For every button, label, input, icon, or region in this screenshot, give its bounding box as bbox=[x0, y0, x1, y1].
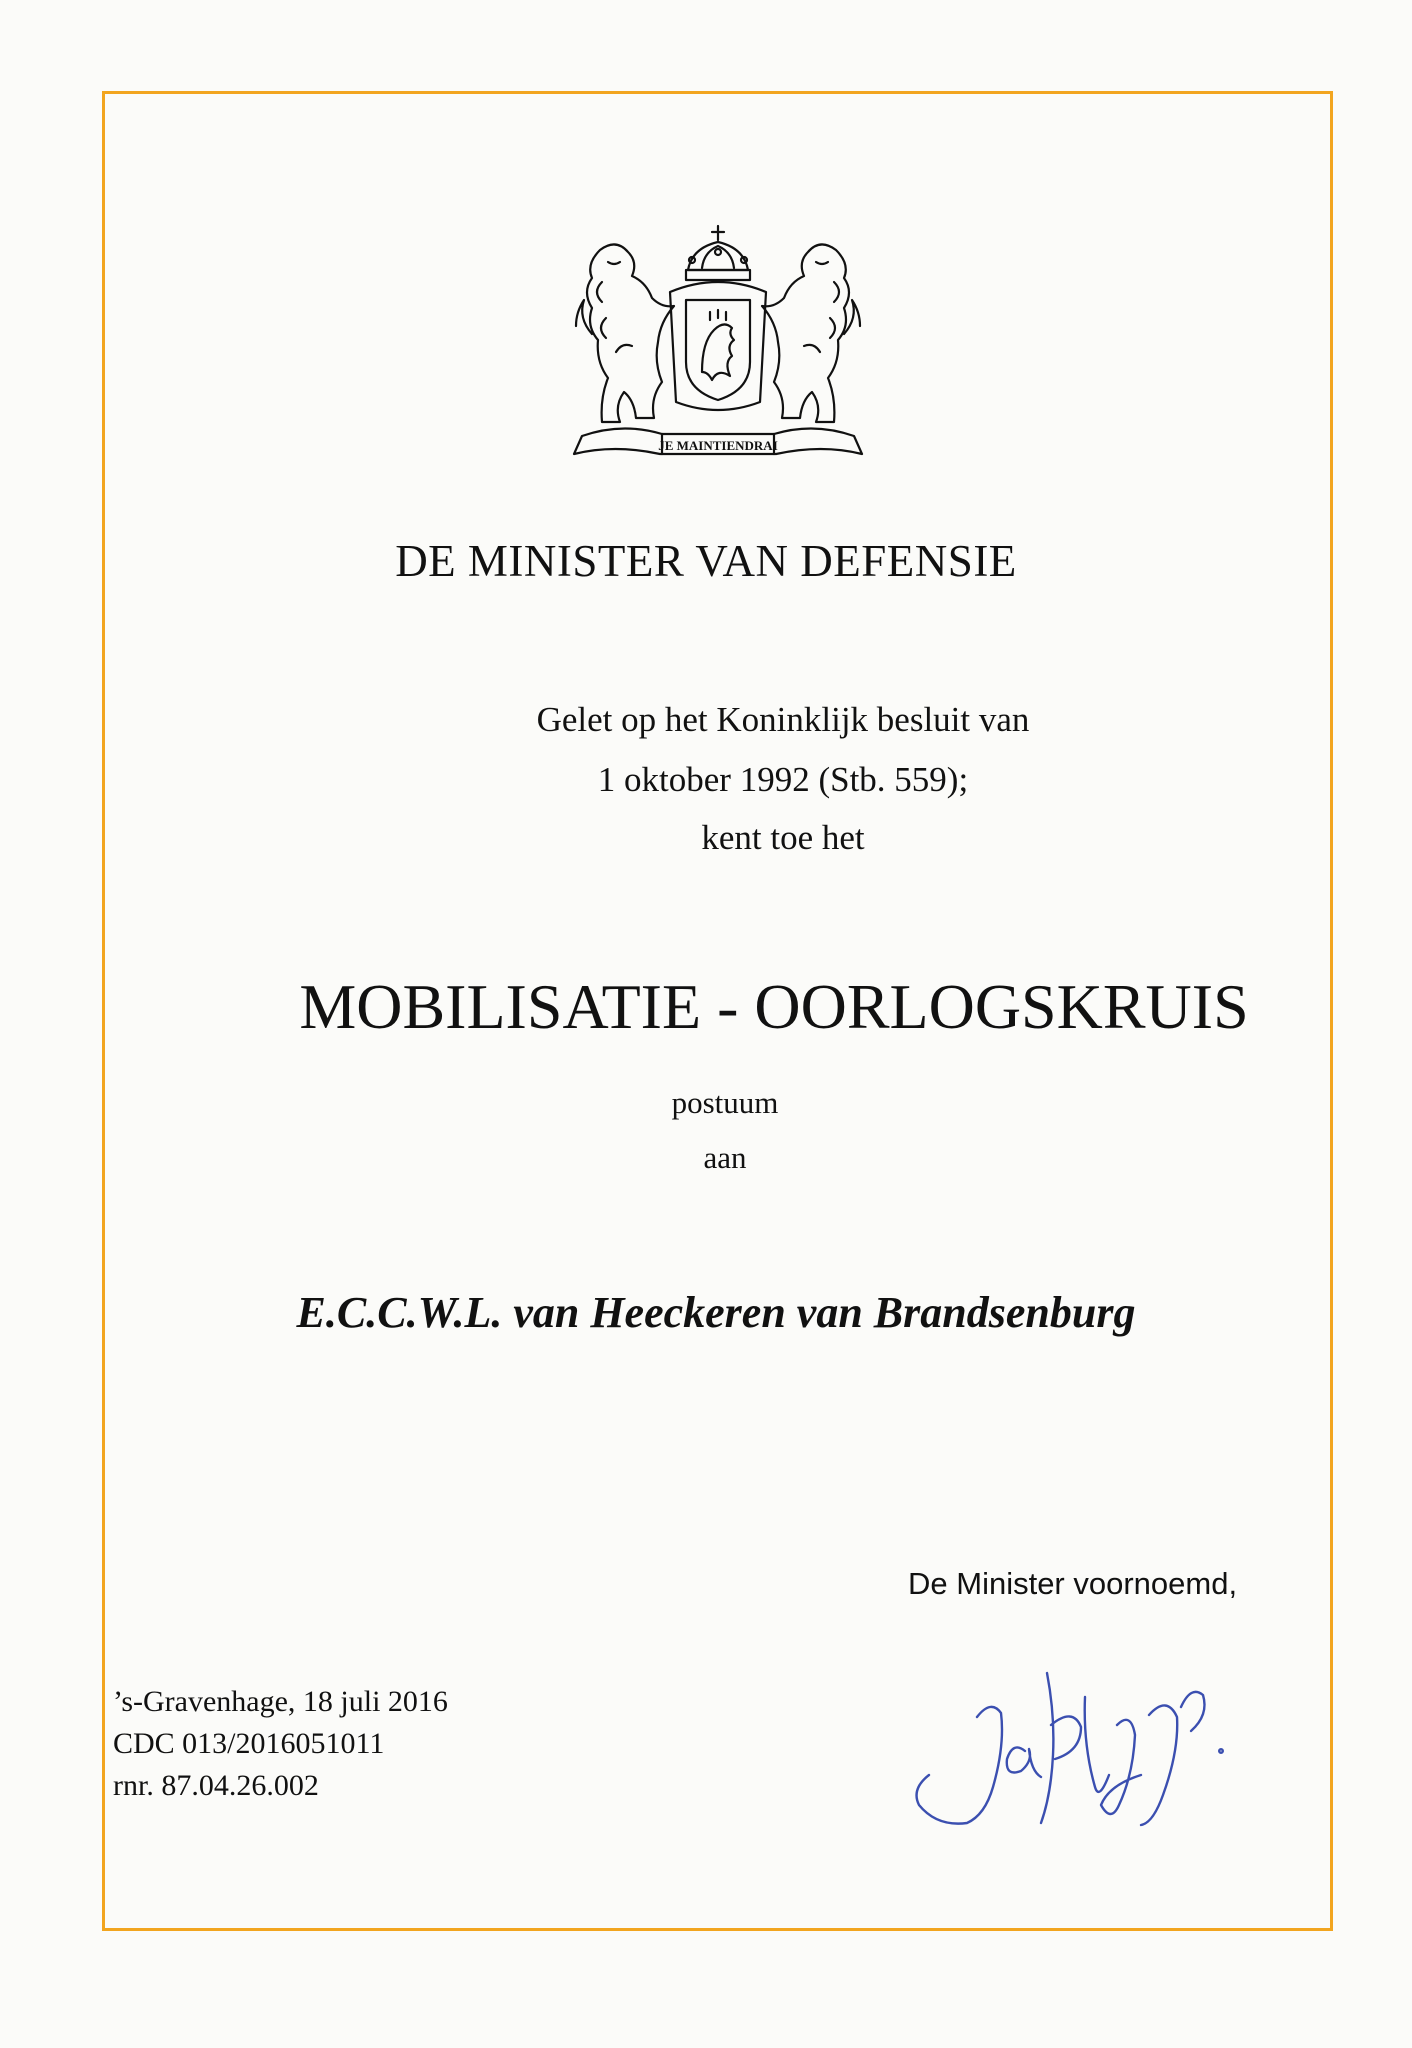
posthumous-note: postuum bbox=[671, 1085, 779, 1120]
considerans-line-3: kent toe het bbox=[701, 818, 865, 857]
place-date: ’s-Gravenhage, 18 juli 2016 bbox=[113, 1685, 448, 1718]
handwritten-signature bbox=[905, 1655, 1245, 1865]
recipient-name: E.C.C.W.L. van Heeckeren van Brandsenburg bbox=[296, 1288, 1136, 1337]
considerans-line-2: 1 oktober 1992 (Stb. 559); bbox=[597, 760, 969, 799]
crest-motto: JE MAINTIENDRAI bbox=[658, 438, 778, 453]
royal-coat-of-arms-emblem bbox=[562, 222, 874, 464]
decoration-name: MOBILISATIE - OORLOGSKRUIS bbox=[299, 971, 1249, 1042]
reference-rnr: rnr. 87.04.26.002 bbox=[113, 1769, 319, 1802]
to-word: aan bbox=[703, 1140, 747, 1175]
considerans-line-1: Gelet op het Koninklijk besluit van bbox=[536, 700, 1030, 739]
issuer-title: DE MINISTER VAN DEFENSIE bbox=[395, 536, 1017, 586]
signatory-label: De Minister voornoemd, bbox=[908, 1566, 1238, 1601]
reference-cdc: CDC 013/2016051011 bbox=[113, 1727, 385, 1760]
